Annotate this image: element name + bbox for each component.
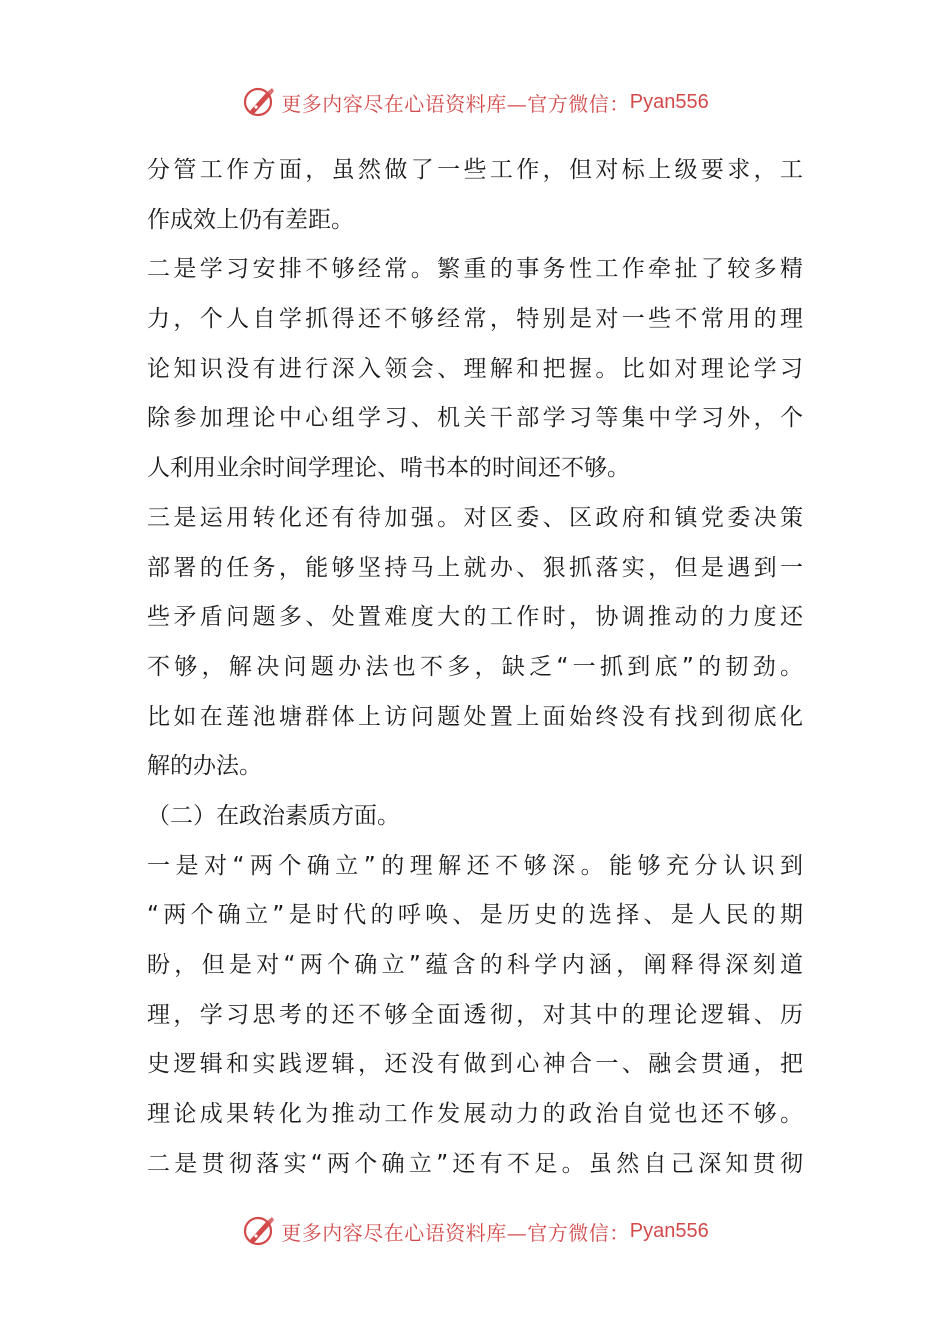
- text-line: 三是运用转化还有待加强。对区委、区政府和镇党委决策: [147, 504, 803, 531]
- body-text: [147, 146, 803, 1189]
- text-line: 一是对“两个确立”的理解还不够深。能够充分认识到: [147, 852, 803, 879]
- text-line: 二是贯彻落实“两个确立”还有不足。虽然自己深知贯彻: [147, 1150, 803, 1177]
- text-line: 比如在莲池塘群体上访问题处置上面始终没有找到彻底化: [147, 703, 803, 730]
- text-line: 理论成果转化为推动工作发展动力的政治自觉也还不够。: [147, 1101, 803, 1128]
- text-line: 除参加理论中心组学习、机关干部学习等集中学习外，个: [147, 405, 803, 432]
- text-line: 二是学习安排不够经常。繁重的事务性工作牵扯了较多精: [147, 256, 803, 283]
- text-line: “两个确立”是时代的呼唤、是历史的选择、是人民的期: [147, 902, 803, 929]
- text-line: 部署的任务，能够坚持马上就办、狠抓落实，但是遇到一: [147, 554, 803, 581]
- text-line: 解的办法。: [147, 753, 262, 780]
- wechat-id: Pyan556: [629, 90, 709, 113]
- text-line: 人利用业余时间学理论、啃书本的时间还不够。: [147, 455, 630, 482]
- text-line: 史逻辑和实践逻辑，还没有做到心神合一、融会贯通，把: [147, 1051, 803, 1078]
- text-line: 不够，解决问题办法也不多，缺乏“一抓到底”的韧劲。: [147, 653, 803, 680]
- text-line: 作成效上仍有差距。: [147, 206, 354, 233]
- banner-slogan: 更多内容尽在心语资料库—官方微信：: [281, 91, 630, 116]
- pen-nib-circle-icon: [241, 84, 277, 120]
- header-banner: [0, 82, 950, 122]
- text-line: 论知识没有进行深入领会、理解和把握。比如对理论学习: [147, 355, 803, 382]
- banner-slogan: 更多内容尽在心语资料库—官方微信：: [281, 1220, 630, 1245]
- section-heading: （二）在政治素质方面。: [147, 802, 400, 829]
- pen-nib-circle-icon: [241, 1213, 277, 1249]
- text-line: 理，学习思考的还不够全面透彻，对其中的理论逻辑、历: [147, 1001, 803, 1028]
- text-line: 分管工作方面，虽然做了一些工作，但对标上级要求，工: [147, 157, 803, 183]
- wechat-id: Pyan556: [629, 1219, 709, 1242]
- footer-banner: [0, 1211, 950, 1251]
- text-line: 盼，但是对“两个确立”蕴含的科学内涵，阐释得深刻道: [147, 952, 803, 978]
- text-line: 些矛盾问题多、处置难度大的工作时，协调推动的力度还: [147, 604, 803, 631]
- text-line: 力，个人自学抓得还不够经常，特别是对一些不常用的理: [147, 306, 803, 333]
